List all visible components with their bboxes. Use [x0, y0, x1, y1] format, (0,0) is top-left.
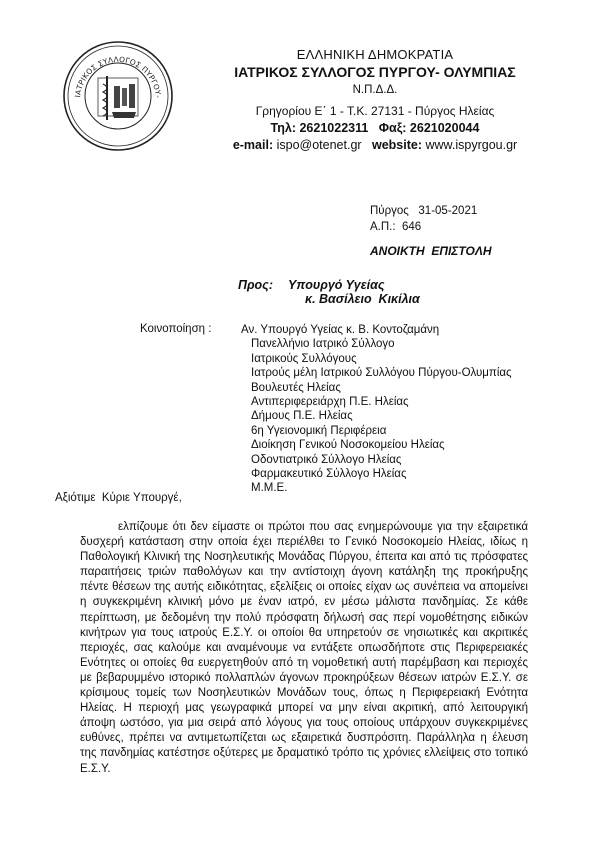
country-title: ΕΛΛΗΝΙΚΗ ΔΗΜΟΚΡΑΤΙΑ — [296, 47, 454, 62]
cc-item: Ιατρούς μέλη Ιατρικού Συλλόγου Πύργου-Ολυμπίας — [251, 367, 512, 380]
fax-label: Φαξ: — [378, 121, 407, 135]
email-link[interactable]: ispo@otenet.gr — [276, 138, 362, 152]
cc-item: Οδοντιατρικό Σύλλογο Ηλείας — [251, 453, 402, 466]
recipient-line-2: κ. Βασίλειο Κικίλια — [305, 292, 420, 306]
seal-text: ΙΑΤΡΙΚΟΣ ΣΥΛΛΟΓΟΣ ΠΥΡΓΟΥ- — [73, 54, 163, 99]
email-label: e-mail: — [232, 138, 274, 152]
seal-icon — [62, 40, 174, 152]
email-website-line — [190, 138, 560, 152]
phone-fax-line — [190, 121, 560, 135]
tel-label: Τηλ: — [270, 121, 296, 135]
cc-item: Διοίκηση Γενικού Νοσοκομείου Ηλείας — [251, 439, 445, 452]
cc-item: 6η Υγειονομική Περιφέρεια — [251, 424, 387, 437]
cc-item: Δήμους Π.Ε. Ηλείας — [251, 410, 353, 423]
cc-item: Αντιπεριφερειάρχη Π.Ε. Ηλείας — [251, 396, 409, 409]
address: Γρηγορίου Ε΄ 1 - Τ.Κ. 27131 - Πύργος Ηλείας — [255, 104, 495, 118]
cc-label: Κοινοποίηση : — [140, 323, 212, 335]
recipient-label: Προς: — [238, 278, 273, 292]
letter-paragraph: ελπίζουμε ότι δεν είμαστε οι πρώτοι που σας ενημερώνουμε για την εξαιρετικά δυσχερή κατάσταση στην οποία έχει περιέλθει το Γενικό Νοσοκομείο Ηλείας, ιδίως η Παθολογική Κλινική της Νοσηλευτικής Μονάδας Πύργου, έπειτα και από τις πρόσφατες παραιτήσεις τριών παθολόγων και την αντίστοιχη άγονη κατάληξη της προκήρυξης πέντε θέσεων της αυτής ειδικότητας, εξελίξεις οι οποίες είχαν ως συνέπεια να απομείνει η συγκεκριμένη κλινική μόνο με έναν ιατρό, εν μέσω μάλιστα πανδημίας. Σε κάθε περίπτωση, με δεδομένη την πολύ πρόσφατη δήλωσή σας περί νομοθέτησης ειδικών κινήτρων για τους ιατρούς Ε.Σ.Υ. οι οποίοι θα υπηρετούν σε νησιωτικές και ακριτικές περιοχές, σας καλούμε και αναμένουμε να εντάξετε οπωσδήποτε στις Περιφερειακές Ενότητες οι οποίες θα ευεργετηθούν από τη νομοθετική αυτή παρέμβαση και περιοχές με βεβαρυμμένο ιστορικό πολλαπλών άγονων προκηρύξεων θέσεων ιατρών Ε.Σ.Υ. σε κρίσιμους τομείς των Νοσηλευτικών Μονάδων τους, όπως η Περιφερειακή Ενότητα Ηλείας. Η περιοχή μας γεωγραφικά μπορεί να μην είναι ακριτική, από λειτουργική άποψη ωστόσο, για μια σειρά από λόγους για τους οποίους υπάρχουν συγκεκριμένες ευθύνες, πρέπει να αντιμετωπίζεται ως εξαιρετικά δυσπρόσιτη. Παράλληλα η έλευση της πανδημίας κατέστησε οξύτερες με δραματικό τρόπο τις χρόνιες ελλείψεις στο τοπικό Ε.Σ.Υ. — [80, 521, 528, 775]
recipient-line-1: Υπουργό Υγείας — [288, 278, 385, 292]
legal-form: Ν.Π.Δ.Δ. — [352, 84, 398, 96]
cc-item: Αν. Υπουργό Υγείας κ. Β. Κοντοζαμάνη — [241, 324, 440, 336]
salutation: Αξιότιμε Κύριε Υπουργέ, — [55, 492, 182, 504]
svg-text:ΙΑΤΡΙΚΟΣ ΣΥΛΛΟΓΟΣ ΠΥΡΓΟΥ-ΟΛΥΜΠ — [62, 40, 163, 99]
cc-item: Ιατρικούς Συλλόγους — [251, 352, 357, 365]
cc-item: Μ.Μ.Ε. — [251, 482, 288, 495]
website-label: website: — [371, 138, 422, 152]
place-date: Πύργος 31-05-2021 — [370, 205, 478, 217]
cc-list — [241, 323, 512, 496]
tel-number: 2621022311 — [299, 121, 369, 135]
association-seal — [62, 40, 174, 152]
website-link[interactable]: www.ispyrgou.gr — [425, 138, 518, 152]
cc-item: Φαρμακευτικό Σύλλογο Ηλείας — [251, 468, 407, 481]
document-type: ΑΝΟΙΚΤΗ ΕΠΙΣΤΟΛΗ — [370, 244, 492, 258]
protocol-number: Α.Π.: 646 — [370, 221, 422, 233]
fax-number: 2621020044 — [409, 121, 480, 135]
cc-item: Βουλευτές Ηλείας — [251, 381, 341, 394]
organization-name: ΙΑΤΡΙΚΟΣ ΣΥΛΛΟΓΟΣ ΠΥΡΓΟΥ- ΟΛΥΜΠΙΑΣ — [234, 64, 516, 80]
cc-item: Πανελλήνιο Ιατρικό Σύλλογο — [251, 338, 395, 351]
